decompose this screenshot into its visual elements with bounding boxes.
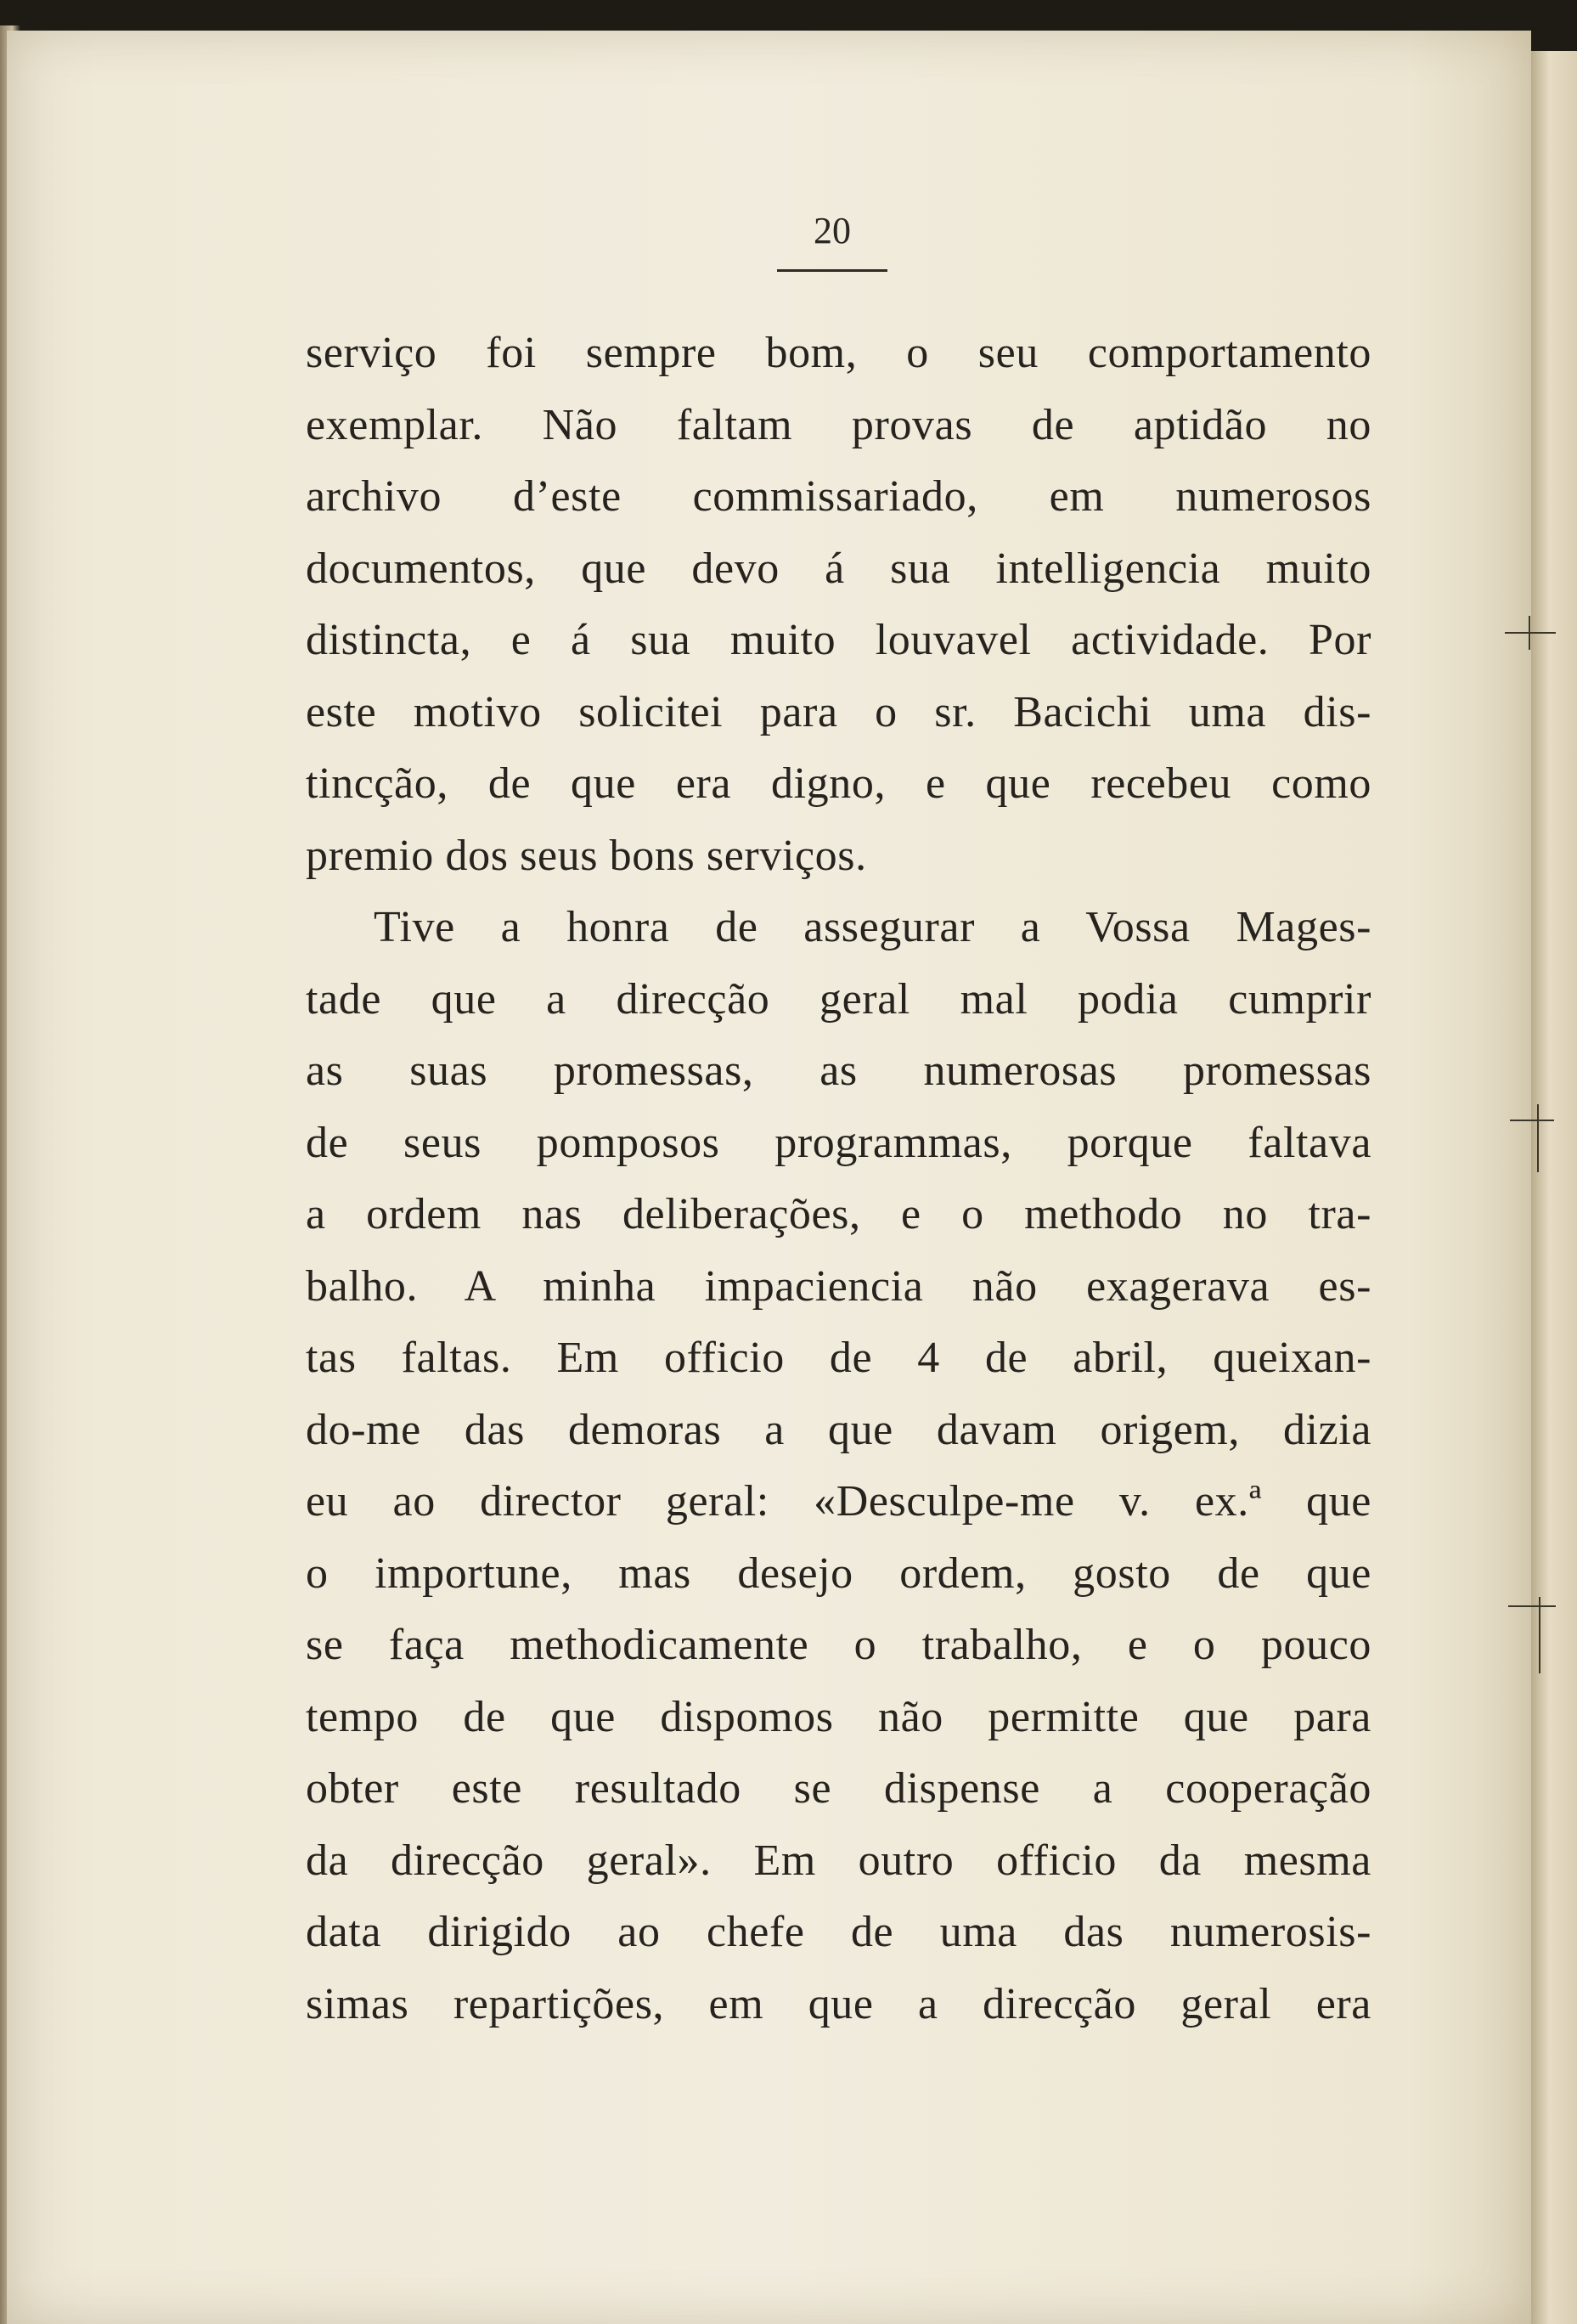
margin-mark (1508, 1605, 1556, 1607)
next-page-edge (1531, 51, 1577, 2324)
text-line: archivo d’este commissariado, em numerosos (306, 472, 1371, 521)
text-line: tade que a direcção geral mal podia cumprir (306, 974, 1371, 1024)
text-line: serviço foi sempre bom, o seu comportamento (306, 329, 1371, 377)
text-line: balho. A minha impaciencia não exagerava es- (306, 1261, 1371, 1311)
text-line: do-me das demoras a que davam origem, dizia (306, 1405, 1371, 1454)
text-line: este motivo solicitei para o sr. Bacichi uma dis- (306, 687, 1371, 736)
text-line-paragraph-start: Tive a honra de assegurar a Vossa Mages- (374, 903, 1371, 951)
text-line: se faça methodicamente o trabalho, e o pouco (306, 1621, 1371, 1669)
text-line: tas faltas. Em officio de 4 de abril, queixan- (306, 1334, 1371, 1382)
text-line: de seus pomposos programmas, porque faltava (306, 1118, 1371, 1167)
header-rule (777, 269, 887, 272)
margin-mark (1505, 632, 1556, 634)
text-line: simas repartições, em que a direcção geral era (306, 1979, 1371, 2028)
text-line: exemplar. Não faltam provas de aptidão no (306, 400, 1371, 449)
margin-tick (1539, 1597, 1540, 1673)
text-line: data dirigido ao chefe de uma das numerosis- (306, 1908, 1371, 1956)
text-line: as suas promessas, as numerosas promessas (306, 1046, 1371, 1095)
text-line: tempo de que dispomos não permitte que para (306, 1692, 1371, 1741)
text-line: da direcção geral». Em outro officio da mesma (306, 1836, 1371, 1885)
text-line: tincção, de que era digno, e que recebeu como (306, 759, 1371, 808)
text-line: eu ao director geral: «Desculpe-me v. ex.ª que (306, 1477, 1371, 1526)
margin-tick (1537, 1104, 1539, 1172)
text-line: o importune, mas desejo ordem, gosto de que (306, 1548, 1371, 1598)
margin-tick (1529, 616, 1530, 650)
text-line: distincta, e á sua muito louvavel actividade. Por (306, 616, 1371, 664)
text-line: obter este resultado se dispense a cooperação (306, 1764, 1371, 1813)
text-line: documentos, que devo á sua intelligencia muito (306, 544, 1371, 593)
text-line: premio dos seus bons serviços. (306, 831, 867, 880)
page-number: 20 (814, 210, 851, 251)
body-text (306, 318, 1371, 2040)
text-line: a ordem nas deliberações, e o methodo no tra- (306, 1190, 1371, 1238)
margin-mark (1510, 1120, 1554, 1121)
